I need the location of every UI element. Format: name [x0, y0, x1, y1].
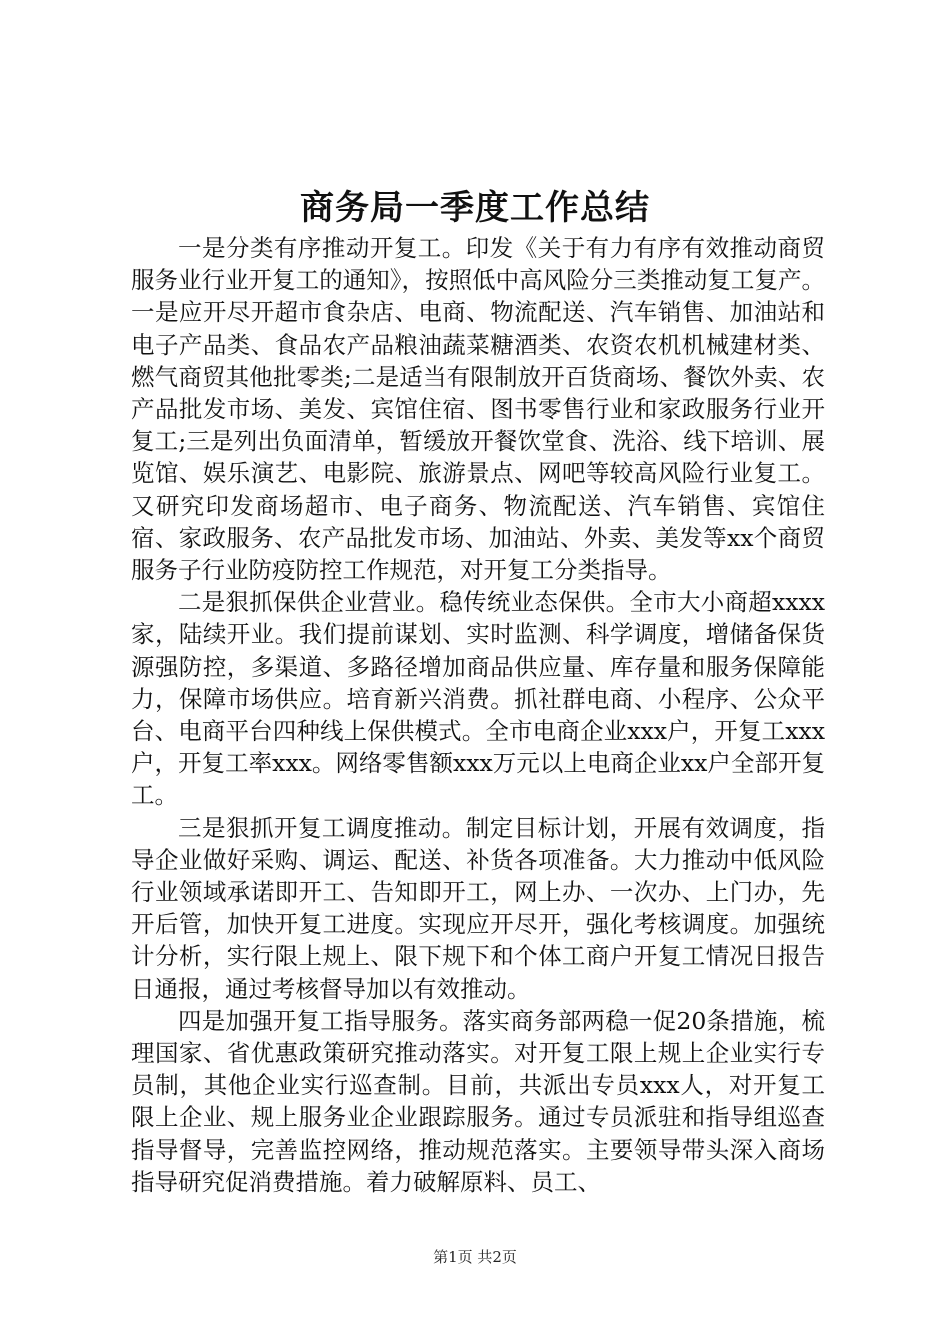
paragraph-3: 三是狠抓开复工调度推动。制定目标计划，开展有效调度，指导企业做好采购、调运、配送、补货各项准备。大力推动中低风险行业领域承诺即开工、告知即开工，网上办、一次办、上门办，先开后管，加快开复工进度。实现应开尽开，强化考核调度。加强统计分析，实行限上规上、限下规下和个体工商户开复工情况日报告日通报，通过考核督导加以有效推动。 — [131, 813, 825, 1003]
paragraph-4: 四是加强开复工指导服务。落实商务部两稳一促20条措施，梳理国家、省优惠政策研究推动落实。对开复工限上规上企业实行专员制，其他企业实行巡查制。目前，共派出专员xxx人，对开复工限上企业、规上服务业企业跟踪服务。通过专员派驻和指导组巡查指导督导，完善监控网络，推动规范落实。主要领导带头深入商场指导研究促消费措施。着力破解原料、员工、 — [131, 1006, 825, 1196]
paragraph-2: 二是狠抓保供企业营业。稳传统业态保供。全市大小商超xxxx家，陆续开业。我们提前谋划、实时监测、科学调度，增储备保货源强防控，多渠道、多路径增加商品供应量、库存量和服务保障能力，保障市场供应。培育新兴消费。抓社群电商、小程序、公众平台、电商平台四种线上保供模式。全市电商企业xxx户，开复工xxx户，开复工率xxx。网络零售额xxx万元以上电商企业xx户全部开复工。 — [131, 588, 825, 810]
page-number-footer: 第1页 共2页 — [433, 1248, 517, 1266]
document-title: 商务局一季度工作总结 — [300, 188, 650, 228]
document-body — [131, 232, 825, 1198]
paragraph-1: 一是分类有序推动开复工。印发《关于有力有序有效推动商贸服务业行业开复工的通知》，按照低中高风险分三类推动复工复产。一是应开尽开超市食杂店、电商、物流配送、汽车销售、加油站和电子产品类、食品农产品粮油蔬菜糖酒类、农资农机机械建材类、燃气商贸其他批零类;二是适当有限制放开百货商场、餐饮外卖、农产品批发市场、美发、宾馆住宿、图书零售行业和家政服务行业开复工;三是列出负面清单，暂缓放开餐饮堂食、洗浴、线下培训、展览馆、娱乐演艺、电影院、旅游景点、网吧等较高风险行业复工。又研究印发商场超市、电子商务、物流配送、汽车销售、宾馆住宿、家政服务、农产品批发市场、加油站、外卖、美发等xx个商贸服务子行业防疫防控工作规范，对开复工分类指导。 — [131, 234, 825, 585]
